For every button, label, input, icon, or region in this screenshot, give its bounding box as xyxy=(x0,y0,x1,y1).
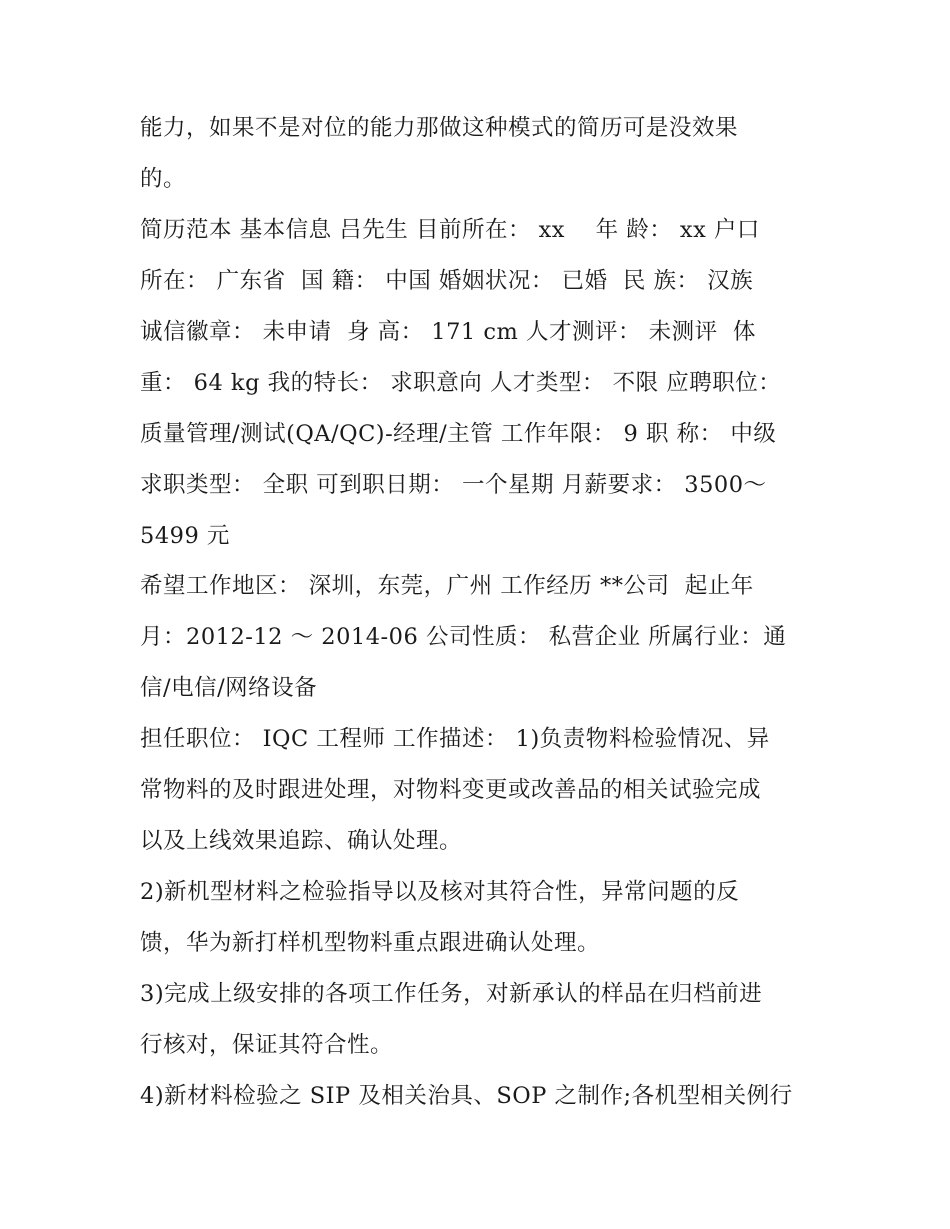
text-line: 希望工作地区： 深圳，东莞，广州 工作经历 **公司 起止年 xyxy=(140,573,754,599)
text-line: 常物料的及时跟进处理，对物料变更或改善品的相关试验完成 xyxy=(140,777,762,803)
text-line: 求职类型： 全职 可到职日期： 一个星期 月薪要求： 3500～ xyxy=(140,472,767,498)
text-line: 5499 元 xyxy=(140,523,230,549)
text-line: 3)完成上级安排的各项工作任务，对新承认的样品在归档前进 xyxy=(140,981,763,1007)
text-line: 月：2012-12 ～ 2014-06 公司性质： 私营企业 所属行业：通 xyxy=(140,624,787,650)
text-line: 4)新材料检验之 SIP 及相关治具、SOP 之制作;各机型相关例行 xyxy=(140,1083,793,1109)
text-line: 担任职位： IQC 工程师 工作描述： 1)负责物料检验情况、异 xyxy=(140,726,770,752)
text-line: 质量管理/测试(QA/QC)-经理/主管 工作年限： 9 职 称： 中级 xyxy=(140,421,777,447)
text-line: 信/电信/网络设备 xyxy=(140,675,318,701)
text-line: 2)新机型材料之检验指导以及核对其符合性，异常问题的反 xyxy=(140,879,740,905)
text-line: 的。 xyxy=(140,166,187,192)
text-line: 诚信徽章： 未申请 身 高： 171 cm 人才测评： 未测评 体 xyxy=(140,319,756,345)
text-line: 简历范本 基本信息 吕先生 目前所在： xx 年 龄： xx 户口 xyxy=(140,217,760,243)
text-line: 所在： 广东省 国 籍： 中国 婚姻状况： 已婚 民 族： 汉族 xyxy=(140,268,754,294)
text-line: 以及上线效果追踪、确认处理。 xyxy=(140,828,463,854)
text-line: 重： 64 kg 我的特长： 求职意向 人才类型： 不限 应聘职位： xyxy=(140,370,782,396)
text-line: 行核对，保证其符合性。 xyxy=(140,1032,394,1058)
text-line: 馈，华为新打样机型物料重点跟进确认处理。 xyxy=(140,930,601,956)
text-line: 能力，如果不是对位的能力那做这种模式的简历可是没效果 xyxy=(140,115,739,141)
